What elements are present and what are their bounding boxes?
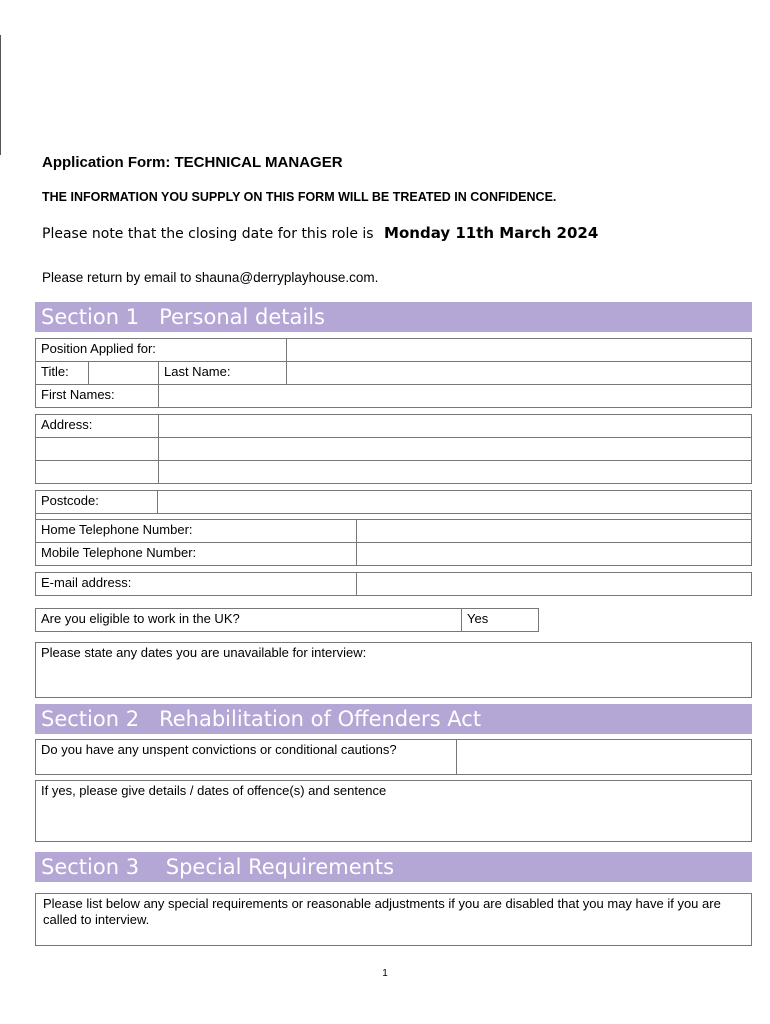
unavailable-dates-field[interactable] [35, 642, 752, 698]
eligible-uk-label: Are you eligible to work in the UK? [35, 608, 462, 632]
address-line-3-field[interactable] [158, 460, 752, 484]
address-label: Address: [35, 414, 159, 438]
title-field[interactable] [88, 361, 159, 385]
special-requirements-field[interactable] [35, 893, 752, 946]
last-name-label: Last Name: [158, 361, 287, 385]
convictions-field[interactable] [456, 739, 752, 775]
margin-marker [0, 35, 1, 155]
page-number: 1 [382, 968, 388, 979]
section-1-header: Section 1 Personal details [35, 302, 752, 332]
title-label: Title: [35, 361, 89, 385]
home-telephone-label: Home Telephone Number: [35, 519, 357, 543]
special-requirements-label: Please list below any special requirements or reasonable adjustments if you are disabled that you may have if you are called to interview. [43, 896, 721, 927]
address-line-2-field[interactable] [158, 437, 752, 461]
position-applied-label: Position Applied for: [35, 338, 287, 362]
confidence-notice: THE INFORMATION YOU SUPPLY ON THIS FORM WILL BE TREATED IN CONFIDENCE. [42, 190, 557, 204]
unavailable-dates-label: Please state any dates you are unavailable for interview: [41, 645, 367, 660]
offence-details-field[interactable] [35, 780, 752, 842]
last-name-field[interactable] [286, 361, 752, 385]
section-2-header: Section 2 Rehabilitation of Offenders Act [35, 704, 752, 734]
section-3-header: Section 3 Special Requirements [35, 852, 752, 882]
email-label: E-mail address: [35, 572, 357, 596]
postcode-label: Postcode: [35, 490, 158, 514]
first-names-field[interactable] [158, 384, 752, 408]
address-line-1-field[interactable] [158, 414, 752, 438]
closing-date-line [42, 224, 598, 242]
eligible-uk-field[interactable]: Yes [461, 608, 539, 632]
address-label-blank [35, 437, 159, 461]
mobile-telephone-field[interactable] [356, 542, 752, 566]
closing-date-text: Please note that the closing date for this role is [42, 226, 374, 242]
closing-date-value: Monday 11th March 2024 [384, 224, 599, 242]
email-field[interactable] [356, 572, 752, 596]
position-applied-field[interactable] [286, 338, 752, 362]
mobile-telephone-label: Mobile Telephone Number: [35, 542, 357, 566]
first-names-label: First Names: [35, 384, 159, 408]
address-label-blank [35, 460, 159, 484]
postcode-field[interactable] [157, 490, 752, 514]
convictions-label: Do you have any unspent convictions or conditional cautions? [35, 739, 457, 775]
form-title: Application Form: TECHNICAL MANAGER [42, 154, 343, 171]
return-instructions: Please return by email to shauna@derryplayhouse.com. [42, 270, 379, 285]
offence-details-label: If yes, please give details / dates of offence(s) and sentence [41, 783, 387, 798]
home-telephone-field[interactable] [356, 519, 752, 543]
